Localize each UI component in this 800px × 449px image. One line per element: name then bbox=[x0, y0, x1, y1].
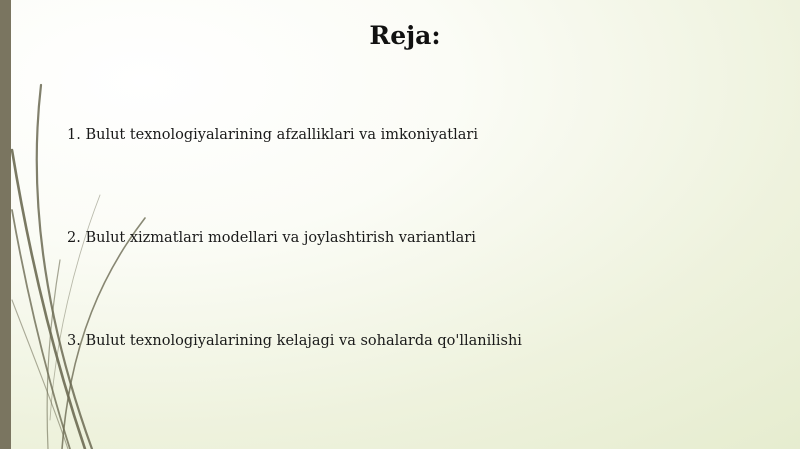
plan-item-2: 2. Bulut xizmatlari modellari va joylashtirish variantlari bbox=[67, 230, 476, 246]
left-accent-bar bbox=[0, 0, 11, 449]
plan-item-1: 1. Bulut texnologiyalarining afzalliklari va imkoniyatlari bbox=[67, 127, 478, 143]
slide-title: Reja: bbox=[369, 21, 441, 50]
plan-item-3: 3. Bulut texnologiyalarining kelajagi va sohalarda qo'llanilishi bbox=[67, 333, 522, 349]
